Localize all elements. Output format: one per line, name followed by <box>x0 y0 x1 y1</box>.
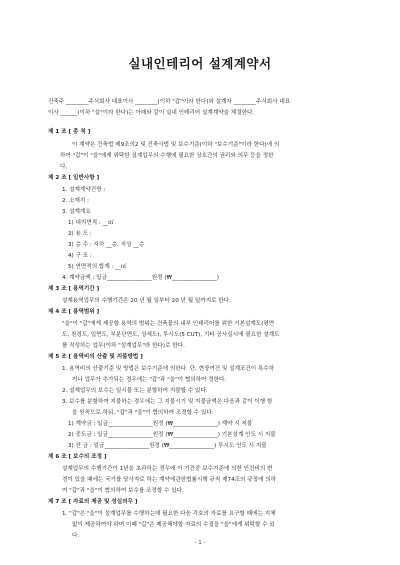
article-heading: 제 5 조 [ 용역비의 산출 및 지불방법 ] <box>48 354 143 360</box>
body-text-line: 설계용역업무의 수행기간은 20 년 월 일부터 20 년 월 일까지로 한다. <box>62 298 231 304</box>
body-text-line: 건축주 ________주식회사 대표이사 ________(이하 "갑"이라 한다)와 설계자 ________주식회사 대표 <box>48 99 291 105</box>
body-text-line: 거나 업무가 추가되는 경우에는 "갑"과 "을"이 협의하여 정한다. <box>72 377 227 383</box>
body-text-line: 이 계약은 건축법 제9조의2 및 건축사법 및 보수기준(이하 "보수기준"이라 한다)에 의 <box>72 142 280 148</box>
body-text-line: 이사 ______(이하 "을"이라 한다)는 아래와 같이 실내 인테리어 설계계약을 체결한다. <box>48 110 255 116</box>
body-text-line: 2) 중도금 : 일금________________원정 (₩________________) 기본설계 인도 시 지불 <box>68 432 276 438</box>
body-text-line: 3. 설계개요 <box>62 209 91 215</box>
body-text-line: 1) 계약금 : 일금________________원정 (₩________________) 계약 시 지불 <box>68 421 253 427</box>
body-text-line: 2. 설계업무의 보수는 일시불 또는 분할하여 지불할 수 있다. <box>62 388 208 394</box>
body-text-line: 다. <box>60 164 68 170</box>
body-text-line: 를 작성하는 업무(이하 "설계업무"라 한다)로 한다. <box>62 343 185 349</box>
body-text-line: 1) 대지면적 : __㎡ <box>68 220 114 226</box>
body-text-line: 2. 소재지 : <box>62 198 89 204</box>
body-text-line: 하여 "갑"이 "을"에게 위탁한 설계업무의 수행에 필요한 상호간의 권리와 의무 등을 정한 <box>60 153 274 159</box>
article-heading: 제 7 조 [ 자료의 제공 및 성실의무 ] <box>48 499 138 505</box>
body-text-line: 3. 보수를 분할하여 지불하는 경우에는 그 지불시기 및 지불금액은 다음과 같이 이행 함 <box>62 399 273 405</box>
body-text-line: 4) 구 조 : <box>68 253 92 259</box>
body-text-line: 3) 층 수 : 지하 __층, 지상 __층 <box>68 242 145 248</box>
body-text-line: 여 "갑"과 "을"이 협의하여 보수를 조정할 수 있다. <box>62 488 184 494</box>
body-text-line: 다. <box>72 533 80 539</box>
body-text-line: 도, 천정도, 입면도, 부분단면도, 상세도), 투시도(5 CUT), 기타 공사실시에 필요한 설계도 <box>62 332 280 338</box>
body-text-line: 4. 계약금액 : 일금________________원정 (₩________________) <box>62 275 219 281</box>
body-text-line: 1. 설계계약건명 : <box>62 187 106 193</box>
body-text-line: 설계업무의 수행기간이 1년을 초과하는 경우에 이 기간중 보수기준에 의한 인건비의 변 <box>62 466 273 472</box>
page-number: - 1 - <box>194 540 206 546</box>
document-title: 실내인테리어 설계계약서 <box>128 56 272 71</box>
body-text-line: 없이 제공하여야 하며 이때 "갑"은 제공해야할 자료의 수집을 "을"에게 위탁할 수 있 <box>72 522 275 528</box>
body-text-line: 3) 잔 금 : 일금________________원정 (₩________________) 투시도 인도 시 지불 <box>68 443 267 449</box>
article-heading: 제 3 조 [ 용역기간 ] <box>48 286 100 292</box>
article-heading: 제 2 조 [ 일반사항 ] <box>48 175 100 181</box>
body-text-line: 5) 연면적의 합계 : __㎡ <box>68 264 127 270</box>
body-text-line: 2) 용 도 : <box>68 231 92 237</box>
body-text-line: 을 원칙으로 하되, "갑"과 "을"이 협의하여 조정할 수 있다. <box>72 410 214 416</box>
body-text-line: 1. 용역비의 산출기준 및 방법은 보수기준에 의한다. 단, 현장여건 및 설계조건이 특수하 <box>62 366 275 372</box>
article-heading: 제 4 조 [ 용역범위 ] <box>48 309 100 315</box>
article-heading: 제 1 조 [ 총 칙 ] <box>48 129 91 135</box>
body-text-line: 1. "갑"은 "을"이 설계업무를 수행하는데 필요한 다음 각호의 자료를 요구할 때에는 지체 <box>62 511 276 517</box>
article-heading: 제 6 조 [ 보수의 조정 ] <box>48 454 107 460</box>
body-text-line: "을"이 "갑"에게 제공할 용역의 범위는 건축물의 내부 인테리어를 위한 기본설계도(평면 <box>62 321 275 327</box>
body-text-line: 경이 있을 때에는 국가를 당사자로 하는 계약에관한법률시행 규칙 제74조의 규정에 의하 <box>62 477 277 483</box>
